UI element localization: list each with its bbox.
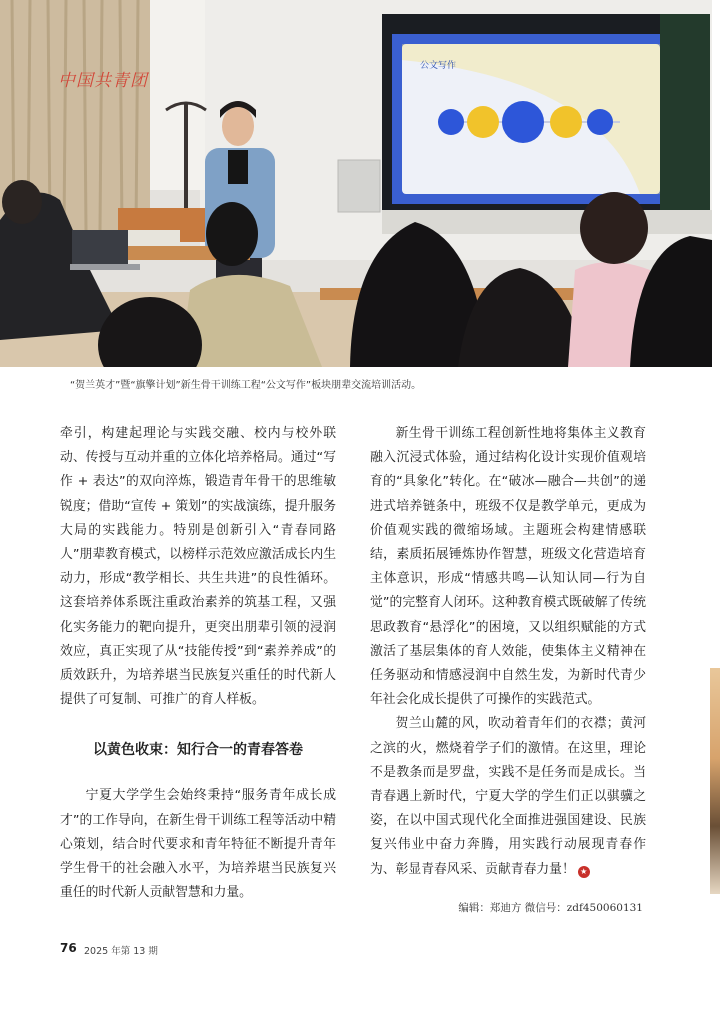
adjacent-page-edge bbox=[710, 668, 720, 894]
watermark-logo-text: 中国共青团 bbox=[58, 71, 148, 91]
editor-credit: 编辑：郑迪方 微信号：zdf450060131 bbox=[458, 902, 643, 914]
page-number: 76 bbox=[60, 941, 77, 955]
right-paragraph-1: 新生骨干训练工程创新性地将集体主义教育融入沉浸式体验，通过结构化设计实现价值观培育的“具象化”转化。在“破冰—融合—共创”的递进式培养链条中，班级不仅是教学单元，更成为价值观实践的微缩场域。主题班会构建情感联结，素质拓展锤炼协作智慧，班级文化营造培育主体意识，形成“情感共鸣—认知认同—行为自觉”的完整育人闭环。这种教育模式既破解了传统思政教育“悬浮化”的困境，又以组织赋能的方式激活了基层集体的育人效能，使集体主义精神在任务驱动和情感浸润中自然生发，为新时代青少年社会化成长提供了可操作的实践范式。 bbox=[370, 426, 646, 708]
left-paragraph-1: 牵引，构建起理论与实践交融、校内与校外联动、传授与互动并重的立体化培养格局。通过“写作 + 表达”的双向淬炼，锻造青年骨干的思维敏锐度；借助“宣传 + 策划”的实战演练，提升服务大局的实践能力。特别是创新引入“青春同路人”朋辈教育模式，以榜样示范效应激活成长内生动力，形成“教学相长、共生共进”的良性循环。这套培养体系既注重政治素养的筑基工程，又强化实务能力的靶向提升，更突出朋辈引领的浸润效应，真正实现了从“技能传授”到“素养养成”的质效跃升，为培养堪当民族复兴重任的时代新人提供了可复制、可推广的育人样板。 bbox=[60, 426, 336, 708]
photo-caption: “贺兰英才”暨“旗擎计划”新生骨干训练工程“公文写作”板块朋辈交流培训活动。 bbox=[70, 380, 422, 391]
right-paragraph-2 bbox=[370, 712, 646, 881]
classroom-photo-illustration bbox=[0, 0, 712, 367]
slide-title-text: 公文写作 bbox=[420, 61, 457, 71]
section-heading: 以黄色收束：知行合一的青春答卷 bbox=[93, 742, 303, 759]
right-column bbox=[370, 422, 646, 882]
left-paragraph-2: 宁夏大学学生会始终秉持“服务青年成长成才”的工作导向，在新生骨干训练工程等活动中精心策划，结合时代要求和青年特征不断提升青年学生骨干的社会融入水平，为培养堪当民族复兴重任的时代新人贡献智慧和力量。 bbox=[60, 788, 336, 901]
star-end-icon: ★ bbox=[578, 866, 590, 878]
classroom-photo bbox=[0, 0, 712, 367]
right-paragraph-2-text: 贺兰山麓的风，吹动着青年们的衣襟；黄河之滨的火，燃烧着学子们的激情。在这里，理论不是教条而是罗盘，实践不是任务而是成长。当青春遇上新时代，宁夏大学的学生们正以骐骥之姿，在以中国式现代化全面推进强国建设、民族复兴伟业中奋力奔腾，用实践行动展现青春作为、彰显青春风采、贡献青春力量！ bbox=[370, 716, 646, 877]
issue-label: 2025 年第 13 期 bbox=[84, 946, 158, 957]
left-column bbox=[60, 422, 336, 905]
